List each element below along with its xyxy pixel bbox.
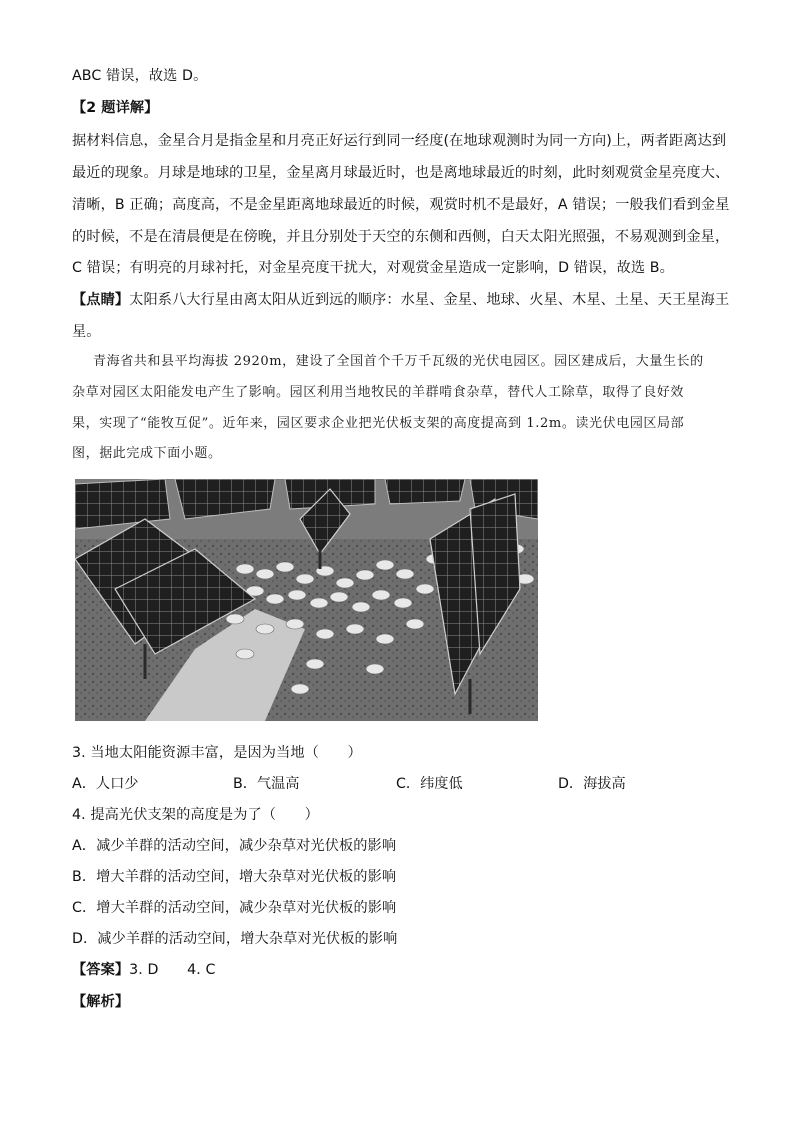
- q2-detail-line: 最近的现象。月球是地球的卫星，金星离月球最近时，也是离地球最近的时刻，此时刻观赏金星亮度大、: [72, 165, 730, 181]
- answer-text: 3. D 4. C: [129, 962, 216, 978]
- answer-label: 【答案】: [72, 962, 130, 978]
- question-4-stem: 4. 提高光伏支架的高度是为了（ ）: [72, 807, 319, 823]
- q2-detail-line: C 错误；有明亮的月球衬托，对金星亮度干扰大，对观赏金星造成一定影响，D 错误，故选 B。: [72, 260, 674, 276]
- passage-line: 图，据此完成下面小题。: [72, 446, 222, 461]
- solar-farm-sheep-photo: [75, 479, 538, 721]
- question-3-option-d: D．海拔高: [558, 776, 626, 792]
- question-4-option-d: D．减少羊群的活动空间，增大杂草对光伏板的影响: [72, 931, 398, 947]
- passage-line: 果，实现了“能牧互促”。近年来，园区要求企业把光伏板支架的高度提高到 1.2m。读光伏电园区局部: [72, 416, 685, 431]
- q2-detail-line: 的时候，不是在清晨便是在傍晚，并且分别处于天空的东侧和西侧，白天太阳光照强，不易观测到金星，: [72, 229, 730, 245]
- tip-text-continued: 星。: [72, 324, 101, 340]
- tip-paragraph: [72, 290, 732, 310]
- question-4-option-a: A．减少羊群的活动空间，减少杂草对光伏板的影响: [72, 838, 397, 854]
- question-4-option-b: B．增大羊群的活动空间，增大杂草对光伏板的影响: [72, 869, 397, 885]
- question-3-stem: 3. 当地太阳能资源丰富，是因为当地（ ）: [72, 745, 362, 761]
- tip-label: 【点睛】: [72, 292, 130, 308]
- passage-line: 杂草对园区太阳能发电产生了影响。园区利用当地牧民的羊群啃食杂草，替代人工除草，取得了良好效: [72, 385, 685, 400]
- q2-detail-line: 清晰，B 正确；高度高，不是金星距离地球最近的时候，观赏时机不是最好，A 错误；一般我们看到金星: [72, 197, 730, 213]
- tip-text: 太阳系八大行星由离太阳从近到远的顺序：水星、金星、地球、火星、木星、土星、天王星海王: [129, 292, 730, 308]
- question-3-option-a: A．人口少: [72, 776, 139, 792]
- question-4-option-c: C．增大羊群的活动空间，减少杂草对光伏板的影响: [72, 900, 397, 916]
- passage-line: 青海省共和县平均海拔 2920m，建设了全国首个千万千瓦级的光伏电园区。园区建成后，大量生长的: [93, 354, 704, 369]
- q2-detail-heading: 【2 题详解】: [72, 100, 159, 116]
- question-3-option-b: B．气温高: [233, 776, 300, 792]
- answer-line: [72, 960, 732, 980]
- q2-detail-line: 据材料信息，金星合月是指金星和月亮正好运行到同一经度(在地球观测时为同一方向)上，两者距离达到: [72, 133, 727, 149]
- question-3-option-c: C．纬度低: [396, 776, 463, 792]
- previous-answer-tail: ABC 错误，故选 D。: [72, 68, 208, 84]
- analysis-label: 【解析】: [72, 994, 130, 1010]
